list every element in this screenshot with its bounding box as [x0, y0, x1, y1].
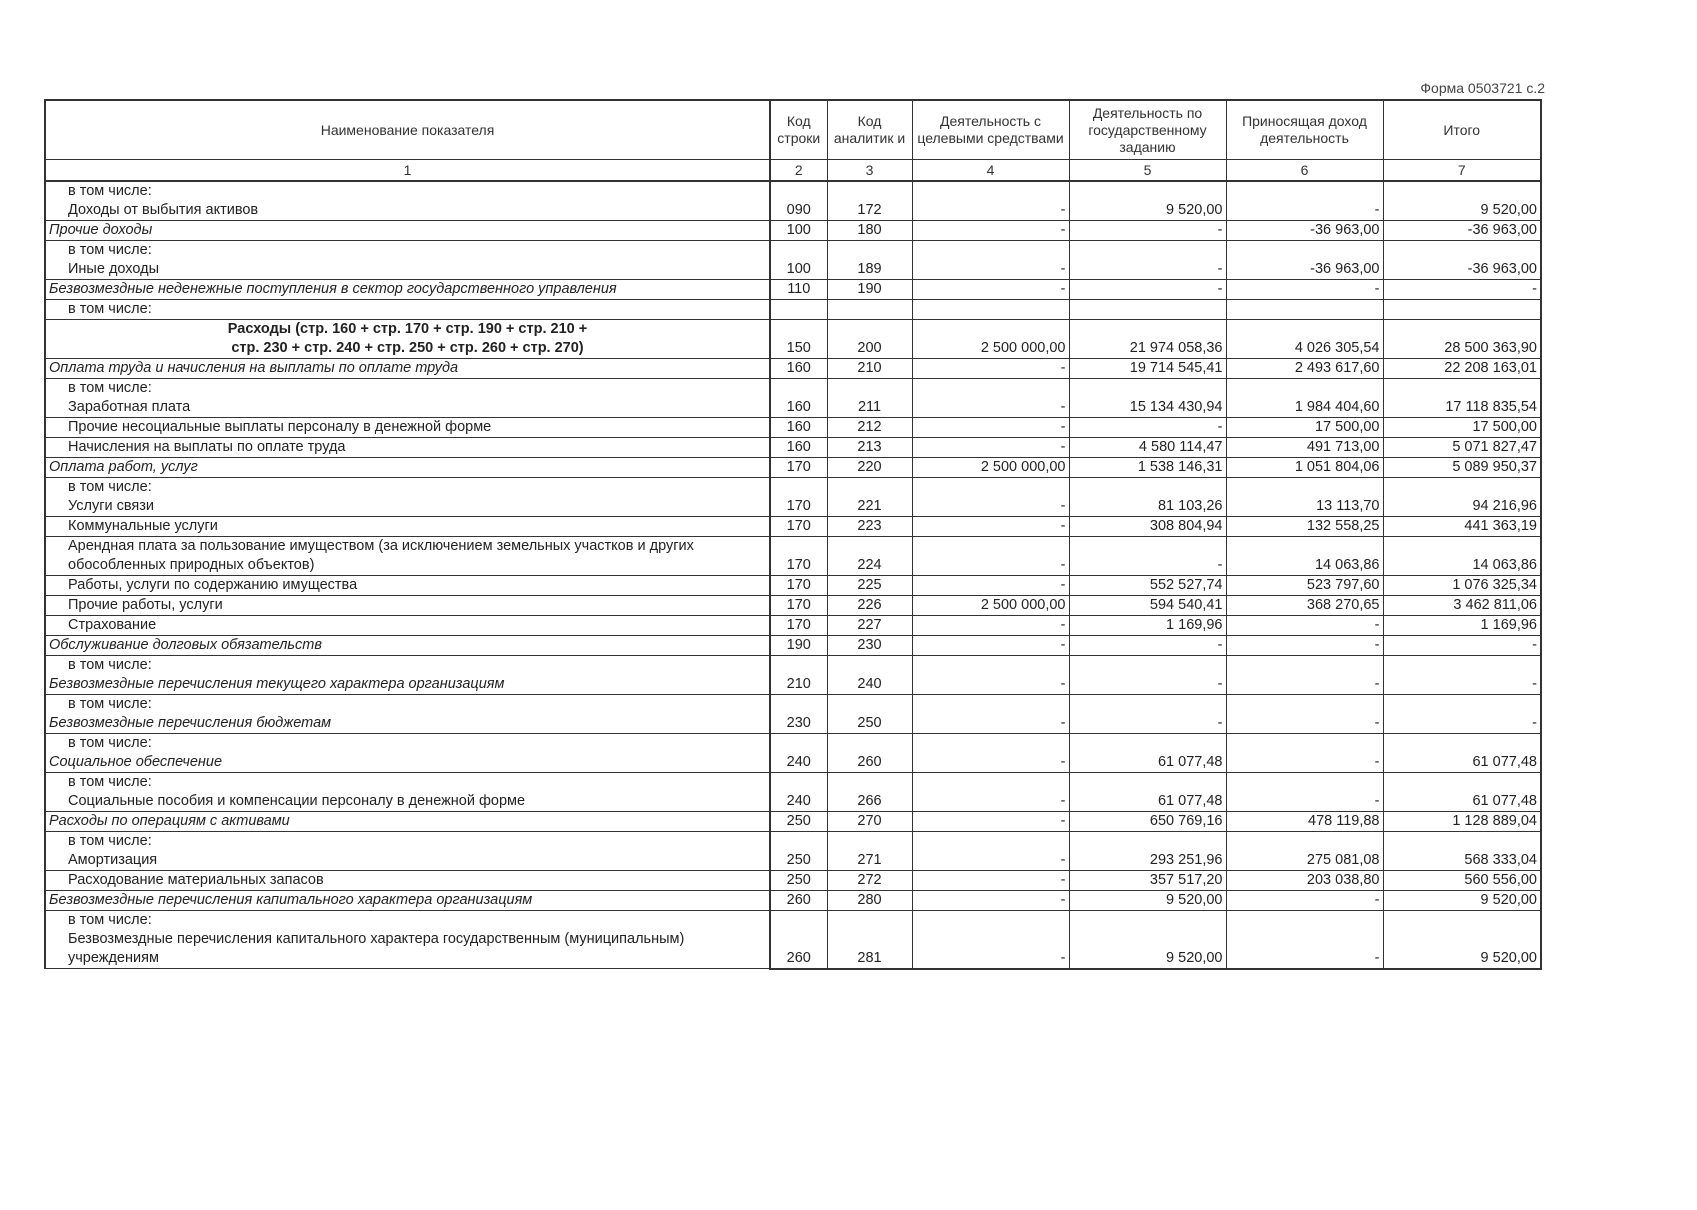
value-state-task: 61 077,48 — [1069, 792, 1226, 812]
row-name: Прочие доходы — [45, 221, 770, 241]
value-income-activity: - — [1226, 930, 1383, 969]
analytic-code — [827, 300, 912, 320]
header-row-code: Код строки — [770, 100, 827, 160]
value-target-funds — [912, 656, 1069, 676]
value-income-activity: 368 270,65 — [1226, 596, 1383, 616]
value-total: 1 128 889,04 — [1383, 812, 1541, 832]
financial-report-table — [44, 99, 1542, 970]
row-code — [770, 478, 827, 498]
expenses-formula-line2: стр. 230 + стр. 240 + стр. 250 + стр. 260 + стр. 270) — [231, 340, 584, 356]
row-code: 250 — [770, 812, 827, 832]
value-target-funds: - — [912, 636, 1069, 656]
value-income-activity: 275 081,08 — [1226, 851, 1383, 871]
value-target-funds: - — [912, 576, 1069, 596]
row-code: 240 — [770, 792, 827, 812]
value-target-funds: - — [912, 260, 1069, 280]
value-total: 5 071 827,47 — [1383, 438, 1541, 458]
analytic-code: 271 — [827, 851, 912, 871]
value-total — [1383, 695, 1541, 715]
value-total: 14 063,86 — [1383, 537, 1541, 576]
row-name: Безвозмездные неденежные поступления в сектор государственного управления — [45, 280, 770, 300]
value-income-activity: 14 063,86 — [1226, 537, 1383, 576]
value-total — [1383, 241, 1541, 261]
analytic-code: 225 — [827, 576, 912, 596]
analytic-code: 280 — [827, 891, 912, 911]
value-state-task: 4 580 114,47 — [1069, 438, 1226, 458]
row-name: Прочие работы, услуги — [45, 596, 770, 616]
value-state-task — [1069, 832, 1226, 852]
value-total — [1383, 656, 1541, 676]
row-name: Безвозмездные перечисления капитального характера организациям — [45, 891, 770, 911]
value-income-activity: 523 797,60 — [1226, 576, 1383, 596]
row-code: 240 — [770, 753, 827, 773]
value-total — [1383, 734, 1541, 754]
value-total: 17 118 835,54 — [1383, 398, 1541, 418]
row-name: Иные доходы — [45, 260, 770, 280]
value-total: 61 077,48 — [1383, 792, 1541, 812]
analytic-code: 211 — [827, 398, 912, 418]
value-target-funds: 2 500 000,00 — [912, 320, 1069, 359]
analytic-code: 210 — [827, 359, 912, 379]
value-target-funds: - — [912, 418, 1069, 438]
value-target-funds: - — [912, 221, 1069, 241]
value-state-task: 9 520,00 — [1069, 201, 1226, 221]
value-income-activity: 4 026 305,54 — [1226, 320, 1383, 359]
value-total: - — [1383, 280, 1541, 300]
analytic-code: 272 — [827, 871, 912, 891]
value-total: - — [1383, 675, 1541, 695]
row-name: Оплата труда и начисления на выплаты по оплате труда — [45, 359, 770, 379]
value-income-activity: -36 963,00 — [1226, 260, 1383, 280]
value-target-funds: - — [912, 517, 1069, 537]
value-total: 22 208 163,01 — [1383, 359, 1541, 379]
value-income-activity — [1226, 181, 1383, 201]
row-name: Обслуживание долговых обязательств — [45, 636, 770, 656]
value-total: 441 363,19 — [1383, 517, 1541, 537]
analytic-code: 224 — [827, 537, 912, 576]
analytic-code: 260 — [827, 753, 912, 773]
analytic-code: 172 — [827, 201, 912, 221]
value-income-activity: 2 493 617,60 — [1226, 359, 1383, 379]
value-total — [1383, 379, 1541, 399]
value-target-funds: - — [912, 438, 1069, 458]
analytic-code — [827, 832, 912, 852]
row-name: Безвозмездные перечисления капитального характера государственным (муниципальным) учреждениям — [45, 930, 770, 969]
row-name: в том числе: — [45, 379, 770, 399]
value-state-task: - — [1069, 714, 1226, 734]
row-name: Безвозмездные перечисления бюджетам — [45, 714, 770, 734]
row-name: Коммунальные услуги — [45, 517, 770, 537]
row-code: 230 — [770, 714, 827, 734]
value-income-activity: - — [1226, 792, 1383, 812]
header-target-funds: Деятельность с целевыми средствами — [912, 100, 1069, 160]
analytic-code — [827, 734, 912, 754]
value-state-task: 650 769,16 — [1069, 812, 1226, 832]
row-name: Услуги связи — [45, 497, 770, 517]
value-target-funds: - — [912, 675, 1069, 695]
value-total — [1383, 181, 1541, 201]
report-body — [45, 181, 1541, 969]
value-income-activity: 1 984 404,60 — [1226, 398, 1383, 418]
row-code: 170 — [770, 458, 827, 478]
value-state-task: - — [1069, 636, 1226, 656]
row-name: Социальное обеспечение — [45, 753, 770, 773]
value-income-activity: 13 113,70 — [1226, 497, 1383, 517]
value-state-task: - — [1069, 537, 1226, 576]
value-income-activity: - — [1226, 714, 1383, 734]
value-state-task — [1069, 656, 1226, 676]
analytic-code — [827, 695, 912, 715]
value-total: 5 089 950,37 — [1383, 458, 1541, 478]
analytic-code: 180 — [827, 221, 912, 241]
value-total: 9 520,00 — [1383, 201, 1541, 221]
analytic-code — [827, 656, 912, 676]
analytic-code: 212 — [827, 418, 912, 438]
row-name: Безвозмездные перечисления текущего характера организациям — [45, 675, 770, 695]
value-target-funds: - — [912, 201, 1069, 221]
value-income-activity — [1226, 478, 1383, 498]
row-name: Прочие несоциальные выплаты персоналу в денежной форме — [45, 418, 770, 438]
analytic-code: 266 — [827, 792, 912, 812]
value-target-funds: - — [912, 753, 1069, 773]
value-income-activity: 1 051 804,06 — [1226, 458, 1383, 478]
value-state-task: 81 103,26 — [1069, 497, 1226, 517]
row-name: в том числе: — [45, 832, 770, 852]
value-state-task: 552 527,74 — [1069, 576, 1226, 596]
value-income-activity — [1226, 773, 1383, 793]
analytic-code: 189 — [827, 260, 912, 280]
analytic-code: 221 — [827, 497, 912, 517]
row-code — [770, 734, 827, 754]
row-name: Социальные пособия и компенсации персоналу в денежной форме — [45, 792, 770, 812]
value-state-task: 9 520,00 — [1069, 891, 1226, 911]
value-state-task — [1069, 773, 1226, 793]
row-name: Доходы от выбытия активов — [45, 201, 770, 221]
analytic-code: 270 — [827, 812, 912, 832]
row-code: 250 — [770, 871, 827, 891]
analytic-code — [827, 773, 912, 793]
value-state-task — [1069, 379, 1226, 399]
value-target-funds: - — [912, 280, 1069, 300]
value-income-activity: 132 558,25 — [1226, 517, 1383, 537]
value-state-task — [1069, 241, 1226, 261]
value-total: 3 462 811,06 — [1383, 596, 1541, 616]
expenses-total-row-name — [45, 320, 770, 359]
row-name: в том числе: — [45, 695, 770, 715]
row-code — [770, 695, 827, 715]
value-total: -36 963,00 — [1383, 260, 1541, 280]
row-name: в том числе: — [45, 478, 770, 498]
value-income-activity — [1226, 734, 1383, 754]
row-name: в том числе: — [45, 773, 770, 793]
column-number: 4 — [912, 160, 1069, 182]
row-code — [770, 241, 827, 261]
value-income-activity: - — [1226, 280, 1383, 300]
value-target-funds — [912, 773, 1069, 793]
column-number: 7 — [1383, 160, 1541, 182]
row-name: в том числе: — [45, 911, 770, 931]
row-code: 260 — [770, 891, 827, 911]
row-code: 170 — [770, 537, 827, 576]
value-target-funds: - — [912, 930, 1069, 969]
value-income-activity — [1226, 241, 1383, 261]
column-number: 6 — [1226, 160, 1383, 182]
row-code: 160 — [770, 438, 827, 458]
analytic-code: 250 — [827, 714, 912, 734]
column-number: 5 — [1069, 160, 1226, 182]
value-income-activity — [1226, 695, 1383, 715]
value-income-activity: 491 713,00 — [1226, 438, 1383, 458]
value-total — [1383, 773, 1541, 793]
value-target-funds — [912, 734, 1069, 754]
row-code: 100 — [770, 221, 827, 241]
row-code: 100 — [770, 260, 827, 280]
row-code: 170 — [770, 616, 827, 636]
row-name: в том числе: — [45, 241, 770, 261]
header-total: Итого — [1383, 100, 1541, 160]
row-name: Арендная плата за пользование имуществом (за исключением земельных участков и других обособленных природных объектов) — [45, 537, 770, 576]
row-name: Оплата работ, услуг — [45, 458, 770, 478]
header-state-task: Деятельность по государственному заданию — [1069, 100, 1226, 160]
row-code — [770, 911, 827, 931]
row-code: 160 — [770, 418, 827, 438]
value-state-task: 15 134 430,94 — [1069, 398, 1226, 418]
row-name: Страхование — [45, 616, 770, 636]
value-income-activity — [1226, 656, 1383, 676]
value-target-funds — [912, 911, 1069, 931]
value-state-task: 1 538 146,31 — [1069, 458, 1226, 478]
value-state-task: 594 540,41 — [1069, 596, 1226, 616]
row-code — [770, 656, 827, 676]
value-target-funds: - — [912, 812, 1069, 832]
value-target-funds: - — [912, 891, 1069, 911]
row-code: 190 — [770, 636, 827, 656]
value-income-activity: -36 963,00 — [1226, 221, 1383, 241]
value-target-funds: - — [912, 359, 1069, 379]
value-state-task — [1069, 911, 1226, 931]
analytic-code: 220 — [827, 458, 912, 478]
analytic-code — [827, 241, 912, 261]
value-total: - — [1383, 636, 1541, 656]
value-income-activity: - — [1226, 753, 1383, 773]
row-name: Работы, услуги по содержанию имущества — [45, 576, 770, 596]
row-code: 170 — [770, 576, 827, 596]
analytic-code: 226 — [827, 596, 912, 616]
value-target-funds: - — [912, 714, 1069, 734]
value-target-funds — [912, 695, 1069, 715]
value-state-task: - — [1069, 280, 1226, 300]
value-total — [1383, 478, 1541, 498]
value-target-funds: - — [912, 398, 1069, 418]
value-state-task: 21 974 058,36 — [1069, 320, 1226, 359]
value-income-activity: 478 119,88 — [1226, 812, 1383, 832]
value-target-funds: - — [912, 497, 1069, 517]
value-target-funds: - — [912, 537, 1069, 576]
analytic-code — [827, 911, 912, 931]
value-target-funds: - — [912, 616, 1069, 636]
value-state-task — [1069, 300, 1226, 320]
row-name: Расходование материальных запасов — [45, 871, 770, 891]
value-income-activity — [1226, 832, 1383, 852]
row-code — [770, 379, 827, 399]
value-income-activity — [1226, 379, 1383, 399]
row-name: в том числе: — [45, 656, 770, 676]
value-target-funds: - — [912, 851, 1069, 871]
value-state-task: 293 251,96 — [1069, 851, 1226, 871]
row-code: 170 — [770, 596, 827, 616]
analytic-code: 240 — [827, 675, 912, 695]
analytic-code: 200 — [827, 320, 912, 359]
analytic-code: 227 — [827, 616, 912, 636]
row-code: 110 — [770, 280, 827, 300]
value-total: 568 333,04 — [1383, 851, 1541, 871]
row-code: 210 — [770, 675, 827, 695]
value-income-activity — [1226, 300, 1383, 320]
row-code: 160 — [770, 398, 827, 418]
expenses-formula-line1: Расходы (стр. 160 + стр. 170 + стр. 190 + стр. 210 + — [227, 321, 588, 337]
row-name: Амортизация — [45, 851, 770, 871]
row-code — [770, 300, 827, 320]
row-name: Начисления на выплаты по оплате труда — [45, 438, 770, 458]
value-state-task: - — [1069, 675, 1226, 695]
value-state-task — [1069, 181, 1226, 201]
row-code: 150 — [770, 320, 827, 359]
value-income-activity: - — [1226, 636, 1383, 656]
value-income-activity — [1226, 911, 1383, 931]
column-number: 1 — [45, 160, 770, 182]
value-state-task: - — [1069, 260, 1226, 280]
value-state-task: - — [1069, 418, 1226, 438]
value-total: 94 216,96 — [1383, 497, 1541, 517]
row-code: 160 — [770, 359, 827, 379]
value-income-activity: - — [1226, 616, 1383, 636]
analytic-code: 213 — [827, 438, 912, 458]
row-code: 090 — [770, 201, 827, 221]
value-total: 28 500 363,90 — [1383, 320, 1541, 359]
analytic-code — [827, 181, 912, 201]
value-total: 9 520,00 — [1383, 891, 1541, 911]
value-total — [1383, 832, 1541, 852]
analytic-code: 230 — [827, 636, 912, 656]
row-code: 250 — [770, 851, 827, 871]
value-target-funds — [912, 478, 1069, 498]
row-name: в том числе: — [45, 734, 770, 754]
row-code — [770, 832, 827, 852]
value-state-task: 9 520,00 — [1069, 930, 1226, 969]
header-income-activity: Приносящая доход деятельность — [1226, 100, 1383, 160]
row-code — [770, 773, 827, 793]
value-total — [1383, 300, 1541, 320]
value-target-funds — [912, 181, 1069, 201]
value-state-task: 308 804,94 — [1069, 517, 1226, 537]
row-code — [770, 181, 827, 201]
row-name: Заработная плата — [45, 398, 770, 418]
value-total — [1383, 911, 1541, 931]
value-state-task — [1069, 734, 1226, 754]
value-total: 9 520,00 — [1383, 930, 1541, 969]
value-income-activity: - — [1226, 201, 1383, 221]
analytic-code: 190 — [827, 280, 912, 300]
value-total: 61 077,48 — [1383, 753, 1541, 773]
row-name: в том числе: — [45, 300, 770, 320]
value-total: - — [1383, 714, 1541, 734]
value-target-funds — [912, 379, 1069, 399]
value-income-activity: 17 500,00 — [1226, 418, 1383, 438]
header-name: Наименование показателя — [45, 100, 770, 160]
value-state-task — [1069, 695, 1226, 715]
value-total: 1 169,96 — [1383, 616, 1541, 636]
analytic-code — [827, 379, 912, 399]
analytic-code: 281 — [827, 930, 912, 969]
value-state-task: - — [1069, 221, 1226, 241]
value-income-activity: - — [1226, 675, 1383, 695]
row-name: Расходы по операциям с активами — [45, 812, 770, 832]
row-code: 170 — [770, 517, 827, 537]
value-state-task: 357 517,20 — [1069, 871, 1226, 891]
value-state-task: 61 077,48 — [1069, 753, 1226, 773]
column-number: 2 — [770, 160, 827, 182]
value-target-funds — [912, 300, 1069, 320]
value-target-funds: 2 500 000,00 — [912, 458, 1069, 478]
header-analytic-code: Код аналитик и — [827, 100, 912, 160]
row-code: 260 — [770, 930, 827, 969]
analytic-code — [827, 478, 912, 498]
value-target-funds: - — [912, 792, 1069, 812]
value-state-task: 19 714 545,41 — [1069, 359, 1226, 379]
value-state-task: 1 169,96 — [1069, 616, 1226, 636]
column-number: 3 — [827, 160, 912, 182]
value-total: 1 076 325,34 — [1383, 576, 1541, 596]
value-total: 560 556,00 — [1383, 871, 1541, 891]
row-code: 170 — [770, 497, 827, 517]
value-total: -36 963,00 — [1383, 221, 1541, 241]
value-income-activity: - — [1226, 891, 1383, 911]
row-name: в том числе: — [45, 181, 770, 201]
value-state-task — [1069, 478, 1226, 498]
form-code: Форма 0503721 с.2 — [1420, 80, 1545, 96]
value-total: 17 500,00 — [1383, 418, 1541, 438]
value-target-funds: 2 500 000,00 — [912, 596, 1069, 616]
analytic-code: 223 — [827, 517, 912, 537]
value-target-funds — [912, 832, 1069, 852]
value-target-funds: - — [912, 871, 1069, 891]
value-income-activity: 203 038,80 — [1226, 871, 1383, 891]
value-target-funds — [912, 241, 1069, 261]
